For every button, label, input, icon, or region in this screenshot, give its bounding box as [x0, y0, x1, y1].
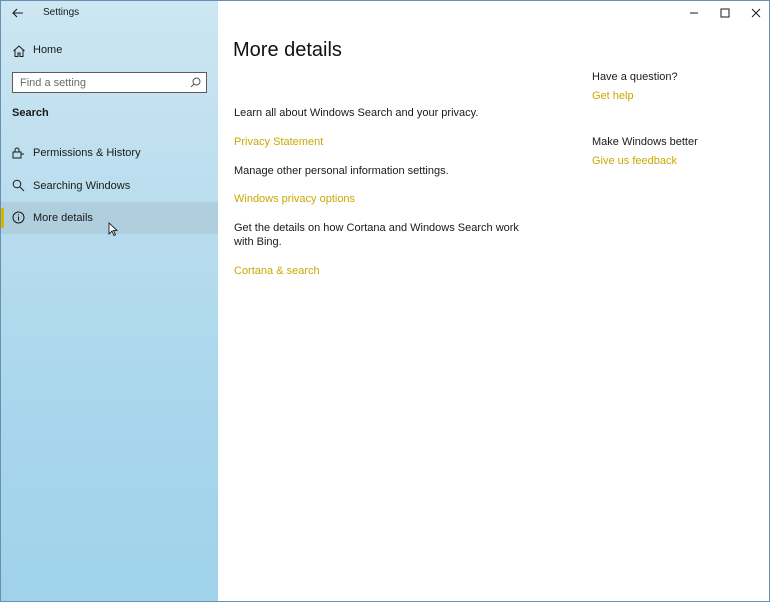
search-icon [12, 179, 25, 192]
lock-icon [12, 146, 25, 159]
back-button[interactable] [7, 3, 29, 23]
back-arrow-icon [12, 8, 24, 18]
search-icon[interactable] [190, 77, 201, 88]
sidebar-item-permissions-history[interactable] [1, 137, 218, 169]
selection-indicator [1, 208, 4, 228]
minimize-icon [689, 8, 699, 18]
minimize-button[interactable] [678, 1, 709, 25]
close-icon [751, 8, 761, 18]
sidebar-item-searching-windows[interactable] [1, 170, 218, 202]
privacy-statement-link[interactable]: Privacy Statement [234, 136, 324, 148]
info-icon [12, 211, 25, 224]
home-icon [12, 44, 26, 58]
search-input[interactable] [20, 77, 190, 89]
search-box[interactable] [12, 72, 207, 93]
sidebar-item-label: More details [33, 212, 93, 224]
windows-privacy-options-link[interactable]: Windows privacy options [234, 193, 356, 205]
get-help-link[interactable]: Get help [592, 90, 634, 102]
maximize-icon [720, 8, 730, 18]
window-controls [678, 1, 770, 25]
close-button[interactable] [740, 1, 770, 25]
sidebar [1, 1, 218, 602]
sidebar-item-label: Searching Windows [33, 180, 131, 192]
personal-info-description: Manage other personal information settings. [234, 165, 449, 177]
section-header: Search [12, 107, 49, 119]
maximize-button[interactable] [709, 1, 740, 25]
feedback-heading: Make Windows better [592, 136, 698, 148]
give-feedback-link[interactable]: Give us feedback [592, 155, 677, 167]
privacy-description: Learn all about Windows Search and your privacy. [234, 107, 479, 119]
app-title: Settings [43, 7, 80, 18]
sidebar-item-label: Home [33, 44, 63, 56]
help-heading: Have a question? [592, 71, 678, 83]
page-title: More details [233, 39, 342, 61]
title-bar [1, 1, 218, 25]
main-content [218, 1, 770, 602]
cortana-search-link[interactable]: Cortana & search [234, 265, 320, 277]
mouse-cursor-icon [108, 222, 118, 236]
cortana-description: Get the details on how Cortana and Windows Search work with Bing. [234, 222, 519, 248]
sidebar-item-label: Permissions & History [33, 147, 141, 159]
sidebar-item-home[interactable] [1, 38, 218, 64]
